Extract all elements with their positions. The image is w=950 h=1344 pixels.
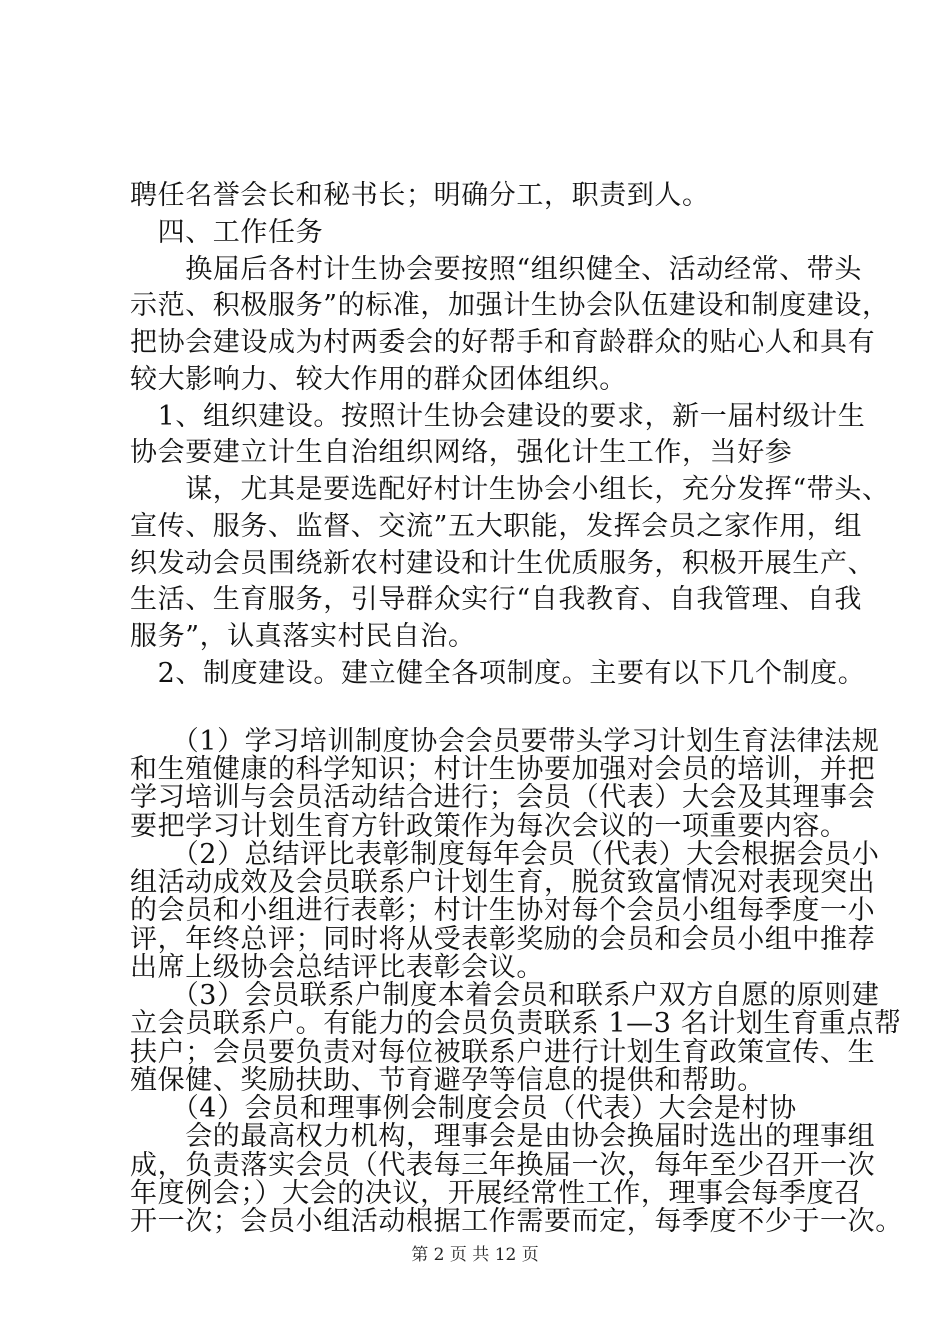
body-line: （4）会员和理事例会制度会员（代表）大会是村协 [130,1093,797,1125]
body-line: 谋，尤其是要选配好村计生协会小组长，充分发挥“带头、 [130,474,890,506]
body-line: 的会员和小组进行表彰；村计生协对每个会员小组每季度一小 [130,895,876,927]
body-line: 要把学习计划生育方针政策作为每次会议的一项重要内容。 [130,810,848,842]
body-line: 立会员联系户。有能力的会员负责联系 1—3 名计划生育重点帮 [130,1008,902,1040]
body-line: （2）总结评比表彰制度每年会员（代表）大会根据会员小 [130,838,880,870]
body-line: （1）学习培训制度协会会员要带头学习计划生育法律法规 [130,726,880,757]
body-line: 换届后各村计生协会要按照“组织健全、活动经常、带头 [130,253,863,285]
body-line: （3）会员联系户制度本着会员和联系户双方自愿的原则建 [130,980,880,1012]
page-number-footer: 第 2 页 共 12 页 [411,1245,539,1265]
body-line: 评，年终总评；同时将从受表彰奖励的会员和会员小组中推荐 [130,923,876,955]
body-line: 服务”，认真落实村民自治。 [130,621,476,653]
body-line: 成，负责落实会员（代表每三年换届一次，每年至少召开一次 [130,1149,876,1181]
body-line: 宣传、服务、监督、交流”五大职能，发挥会员之家作用，组 [130,510,863,542]
body-line: 会的最高权力机构，理事会是由协会换届时选出的理事组 [130,1121,876,1153]
body-line: 年度例会；）大会的决议，开展经常性工作，理事会每季度召 [130,1177,862,1209]
body-line: 殖保健、奖励扶助、节育避孕等信息的提供和帮助。 [130,1064,765,1096]
body-line: 2、制度建设。建立健全各项制度。主要有以下几个制度。 [130,658,866,689]
body-line: 把协会建设成为村两委会的好帮手和育龄群众的贴心人和具有 [130,327,876,359]
body-line: 组活动成效及会员联系户计划生育，脱贫致富情况对表现突出 [130,867,876,899]
body-line: 出席上级协会总结评比表彰会议。 [130,951,544,983]
section-heading: 四、工作任务 [130,216,324,248]
body-line: 学习培训与会员活动结合进行；会员（代表）大会及其理事会 [130,782,876,814]
body-line: 开一次；会员小组活动根据工作需要而定，每季度不少于一次。 [130,1206,903,1237]
body-line: 生活、生育服务，引导群众实行“自我教育、自我管理、自我 [130,584,863,616]
body-line: 协会要建立计生自治组织网络，强化计生工作，当好参 [130,437,793,469]
body-line: 聘任名誉会长和秘书长；明确分工，职责到人。 [130,180,710,211]
body-line: 和生殖健康的科学知识；村计生协要加强对会员的培训，并把 [130,754,876,786]
body-line: 示范、积极服务”的标准，加强计生协会队伍建设和制度建设， [130,290,890,322]
body-line: 1、组织建设。按照计生协会建设的要求，新一届村级计生 [130,400,866,432]
body-line: 较大影响力、较大作用的群众团体组织。 [130,363,627,395]
body-line: 扶户；会员要负责对每位被联系户进行计划生育政策宣传、生 [130,1036,876,1068]
body-line: 织发动会员围绕新农村建设和计生优质服务，积极开展生产、 [130,547,876,579]
